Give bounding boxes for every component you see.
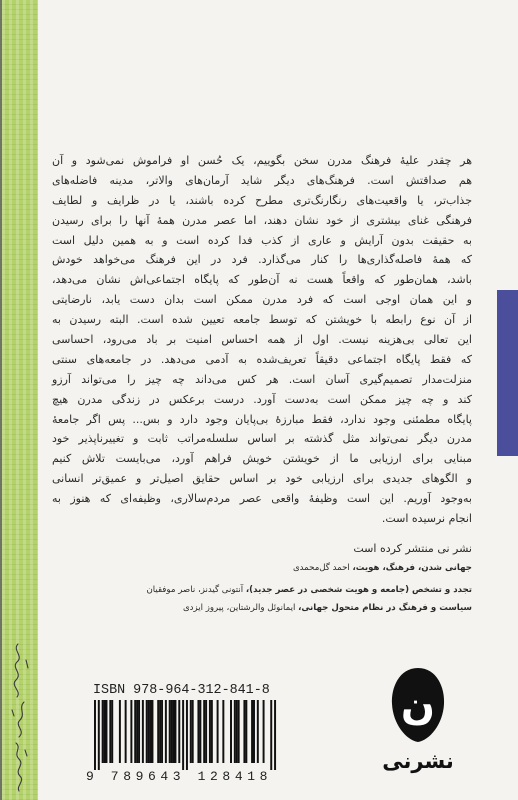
barcode-bar bbox=[146, 700, 148, 763]
blurb-line: و این همان اوجی است که فرد مدرن ممکن است بدان دست یابد، نارضایتی bbox=[52, 293, 472, 307]
barcode-bar bbox=[217, 700, 219, 763]
barcode-bar bbox=[150, 700, 152, 763]
book-title: سیاست و فرهنگ در نظام متحول جهانی، bbox=[298, 603, 472, 613]
barcode-bar bbox=[151, 700, 153, 763]
blurb-line: منزلت‌مدار تصمیم‌گیری آسان است. هر کس می‌داند چه چیز را می‌تواند آرزو bbox=[52, 372, 472, 386]
barcode-bar bbox=[274, 700, 276, 770]
barcode-bar bbox=[186, 700, 188, 770]
publisher-logo bbox=[385, 664, 451, 746]
blurb-line: که فقط پایگاه اجتماعی دقیقاً تعریف‌شده به آدمی می‌دهد. در جامعه‌های سنتی bbox=[52, 352, 472, 366]
barcode-bar bbox=[178, 700, 180, 763]
barcode-bar bbox=[98, 700, 100, 770]
book-authors: احمد گل‌محمدی bbox=[292, 563, 350, 573]
barcode-bar bbox=[234, 700, 236, 763]
book-list-item bbox=[40, 599, 472, 617]
barcode-bar bbox=[230, 700, 232, 763]
barcode-bar bbox=[199, 700, 201, 763]
blurb-line: فرهنگی غنای بیشتری از خود نشان دهند، اما عصر مدرن همهٔ آنها را برای رسیدن bbox=[52, 213, 472, 227]
barcode-bar bbox=[105, 700, 107, 763]
barcode-bar bbox=[119, 700, 121, 763]
barcode-bar bbox=[190, 700, 192, 763]
publisher-wordmark: نشرنی bbox=[382, 749, 454, 773]
barcode-bar bbox=[159, 700, 161, 763]
isbn-label: ISBN 978-964-312-841-8 bbox=[93, 683, 270, 698]
barcode-bar bbox=[125, 700, 127, 763]
blurb-line: به‌وجود آوریم. این است وظیفهٔ واقعی عصر مردم‌سالاری، وظیفه‌ای که هنوز به bbox=[52, 492, 472, 506]
barcode-bar bbox=[182, 700, 184, 770]
barcode-bar bbox=[197, 700, 199, 763]
blurb-line: که همهٔ فاصله‌گذاری‌ها را کنار می‌گذارد. فرد در این فرهنگ می‌خواهد خودش bbox=[52, 253, 472, 267]
barcode-bar bbox=[111, 700, 113, 763]
barcode-bar bbox=[245, 700, 247, 763]
barcode-bar bbox=[192, 700, 194, 763]
blurb-line: انجام نرسیده است. bbox=[381, 512, 472, 526]
barcode-digits: 9 789643 128418 bbox=[86, 769, 273, 784]
barcode-bar bbox=[222, 700, 224, 763]
barcode-bar bbox=[209, 700, 211, 763]
blurb-line: به حقیقت بدون آرایش و عاری از کذب فدا کرده است و به همین دلیل است bbox=[52, 233, 472, 247]
blurb-line: هم صداقتش است. فرهنگ‌های دیگر شاید آرمان‌های والاتر، مدینه فاضله‌های bbox=[52, 173, 472, 187]
book-list-item bbox=[40, 559, 472, 577]
blurb-line: کند و چه چیز ممکن است به‌دست آورد. درست برعکس در زندگی مدرن هیچ bbox=[52, 392, 472, 406]
blurb-line: مدرن دیگر نمی‌تواند مثل گذشته بر اساس سلسله‌مراتب ثابت و تغییرناپذیر خود bbox=[52, 432, 472, 446]
blurb-line: پایگاه مطمئنی وجود ندارد، فقط مبارزهٔ بی‌پایان وجود دارد و بس... پس اگر جامعهٔ bbox=[52, 412, 472, 426]
barcode-bar bbox=[174, 700, 176, 763]
barcode-bar bbox=[169, 700, 171, 763]
barcode-bar bbox=[161, 700, 163, 763]
blurb-line: و الگوهای جدیدی برای ارزیابی خود بر اساس حقایق اصیل‌تر و عمیق‌تر انسانی bbox=[52, 472, 472, 486]
barcode-bar bbox=[134, 700, 136, 763]
book-title: تجدد و تشخص (جامعه و هویت شخصی در عصر جدید)، bbox=[245, 585, 472, 595]
barcode-bar bbox=[263, 700, 265, 763]
barcode bbox=[90, 699, 280, 771]
barcode-bar bbox=[205, 700, 207, 763]
book-authors: آنتونی گیدنز، ناصر موفقیان bbox=[146, 585, 244, 595]
barcode-bar bbox=[104, 700, 106, 763]
barcode-bar bbox=[211, 700, 213, 763]
barcode-bar bbox=[142, 700, 144, 763]
blue-edge-band bbox=[497, 290, 518, 456]
barcode-bar bbox=[203, 700, 205, 763]
barcode-bar bbox=[236, 700, 238, 763]
barcode-bar bbox=[257, 700, 259, 763]
book-list-item bbox=[40, 581, 472, 599]
barcode-bar bbox=[243, 700, 245, 763]
blurb-text bbox=[52, 151, 472, 529]
blurb-line: مبنایی برای ارزیابی ما از خویشتن خویش فراهم آورد، می‌بایست تلاش کنیم bbox=[52, 452, 472, 466]
barcode-bar bbox=[109, 700, 111, 763]
barcode-bar bbox=[130, 700, 132, 763]
barcode-bar bbox=[251, 700, 253, 763]
barcode-bar bbox=[138, 700, 140, 763]
barcode-bar bbox=[238, 700, 240, 763]
handwritten-note bbox=[4, 640, 34, 795]
blurb-line: باشد، همان‌طور که واقعاً هست نه آن‌طور که پایگاه اجتماعی‌اش نشان می‌دهد، bbox=[52, 273, 472, 287]
publisher-list-heading: نشر نی منتشر کرده است bbox=[353, 542, 472, 555]
barcode-bar bbox=[270, 700, 272, 770]
barcode-bar bbox=[157, 700, 159, 763]
blurb-line: جذاب‌تر، یا واقعیت‌های رنگارنگ‌تری مطرح کرده باشند، یا در ظرایف و لطایف bbox=[52, 193, 472, 207]
barcode-bar bbox=[148, 700, 150, 763]
blurb-line: هر چقدر علیهٔ فرهنگ مدرن سخن بگوییم، یک حُسن او فراموش نمی‌شود و آن bbox=[52, 154, 472, 167]
barcode-bar bbox=[173, 700, 175, 763]
book-authors: ایمانوئل والرشتاین، پیروز ایزدی bbox=[182, 603, 296, 613]
barcode-bar bbox=[136, 700, 138, 763]
barcode-bar bbox=[102, 700, 104, 763]
logo-mark-letter: ن bbox=[400, 683, 436, 729]
barcode-bar bbox=[171, 700, 173, 763]
barcode-bar bbox=[165, 700, 167, 763]
blurb-line: از آن نوع رابطه با خویشتن که توسط جامعه تعیین شده است. البته رسیدن به bbox=[52, 313, 472, 327]
book-title: جهانی شدن، فرهنگ، هویت، bbox=[352, 563, 472, 573]
blurb-line: این تعالی بی‌هزینه نیست. اول از همه احساس امنیت بر باد می‌رود، احساسی bbox=[52, 333, 472, 347]
barcode-bar bbox=[253, 700, 255, 763]
barcode-bar bbox=[94, 700, 96, 770]
